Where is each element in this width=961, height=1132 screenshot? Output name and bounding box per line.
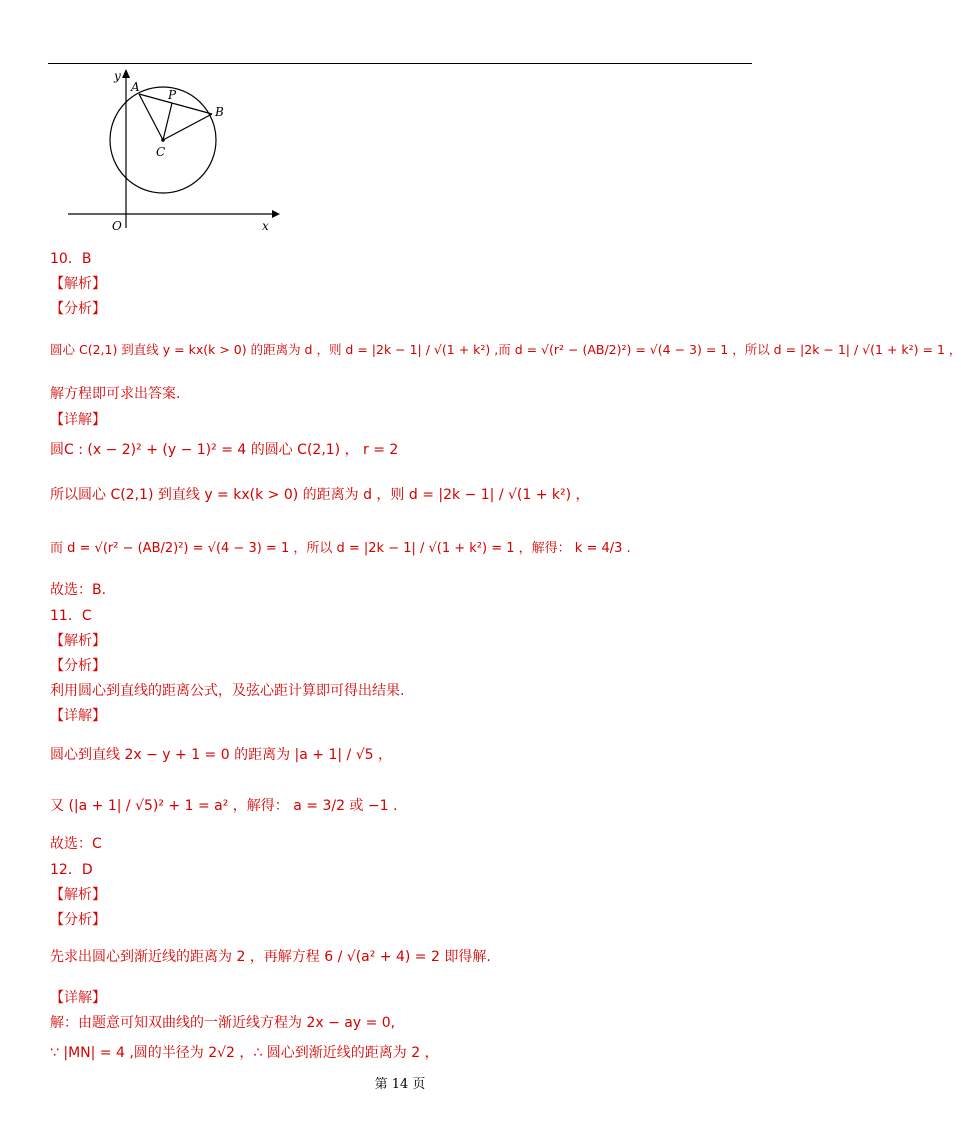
q10-analysis: 圆心 C(2,1) 到直线 y = kx(k > 0) 的距离为 d ，则 d = |2k − 1| / √(1 + k²) ,而 d = √(r² − (AB/2)²) = √(4 − 3) = 1 ，所以 d = |2k − 1| / √(1 + k²) = 1 ， <box>50 342 961 357</box>
x-label: x <box>262 219 269 233</box>
q11-detail-2: 又 (|a + 1| / √5)² + 1 = a² ，解得： a = 3/2 或 −1 . <box>50 798 398 814</box>
q11-number: 11．C <box>50 608 92 624</box>
circle-figure <box>60 66 290 236</box>
q10-answer: 故选：B. <box>50 582 107 598</box>
point-p-label: P <box>168 88 177 102</box>
segment-ac <box>139 94 163 140</box>
q10-jiexi: 【解析】 <box>50 276 106 292</box>
q12-analysis: 先求出圆心到渐近线的距离为 2 ，再解方程 6 / √(a² + 4) = 2 即得解. <box>50 949 491 965</box>
q12-detail-2: ∵ |MN| = 4 ,圆的半径为 2√2 ，∴ 圆心到渐近线的距离为 2 ， <box>50 1045 439 1061</box>
origin-label: O <box>112 219 122 233</box>
point-c-dot <box>161 138 165 142</box>
header-rule <box>48 63 752 64</box>
point-c-label: C <box>156 145 166 159</box>
q10-analysis-2: 解方程即可求出答案. <box>50 386 181 402</box>
q10-detail-2: 所以圆心 C(2,1) 到直线 y = kx(k > 0) 的距离为 d ，则 d = |2k − 1| / √(1 + k²) ， <box>50 487 590 503</box>
page-footer: 第 14 页 <box>374 1077 426 1092</box>
q10-number: 10．B <box>50 251 92 267</box>
y-axis-arrow <box>122 69 130 78</box>
q10-detail-3: 而 d = √(r² − (AB/2)²) = √(4 − 3) = 1 ，所以 d = |2k − 1| / √(1 + k²) = 1 ，解得： k = 4/3 . <box>50 541 631 556</box>
y-label: y <box>114 69 121 83</box>
q12-xiangjie: 【详解】 <box>50 990 106 1006</box>
q10-xiangjie: 【详解】 <box>50 412 106 428</box>
segment-pc <box>163 103 172 140</box>
q12-jiexi: 【解析】 <box>50 887 106 903</box>
q10-fenxi: 【分析】 <box>50 301 106 317</box>
q10-detail-1: 圆C : (x − 2)² + (y − 1)² = 4 的圆心 C(2,1) ， r = 2 <box>50 442 399 458</box>
q11-analysis: 利用圆心到直线的距离公式，及弦心距计算即可得出结果. <box>50 683 405 699</box>
q11-detail-1: 圆心到直线 2x − y + 1 = 0 的距离为 |a + 1| / √5 ， <box>50 747 392 763</box>
point-b-label: B <box>215 105 224 119</box>
q12-detail-1: 解：由题意可知双曲线的一渐近线方程为 2x − ay = 0, <box>50 1015 396 1031</box>
q11-xiangjie: 【详解】 <box>50 708 106 724</box>
q11-jiexi: 【解析】 <box>50 633 106 649</box>
q11-answer: 故选：C <box>50 836 102 852</box>
q11-fenxi: 【分析】 <box>50 658 106 674</box>
point-a-label: A <box>131 80 140 94</box>
q12-number: 12．D <box>50 862 93 878</box>
segment-bc <box>163 114 212 140</box>
x-axis-arrow <box>272 210 280 218</box>
q12-fenxi: 【分析】 <box>50 912 106 928</box>
